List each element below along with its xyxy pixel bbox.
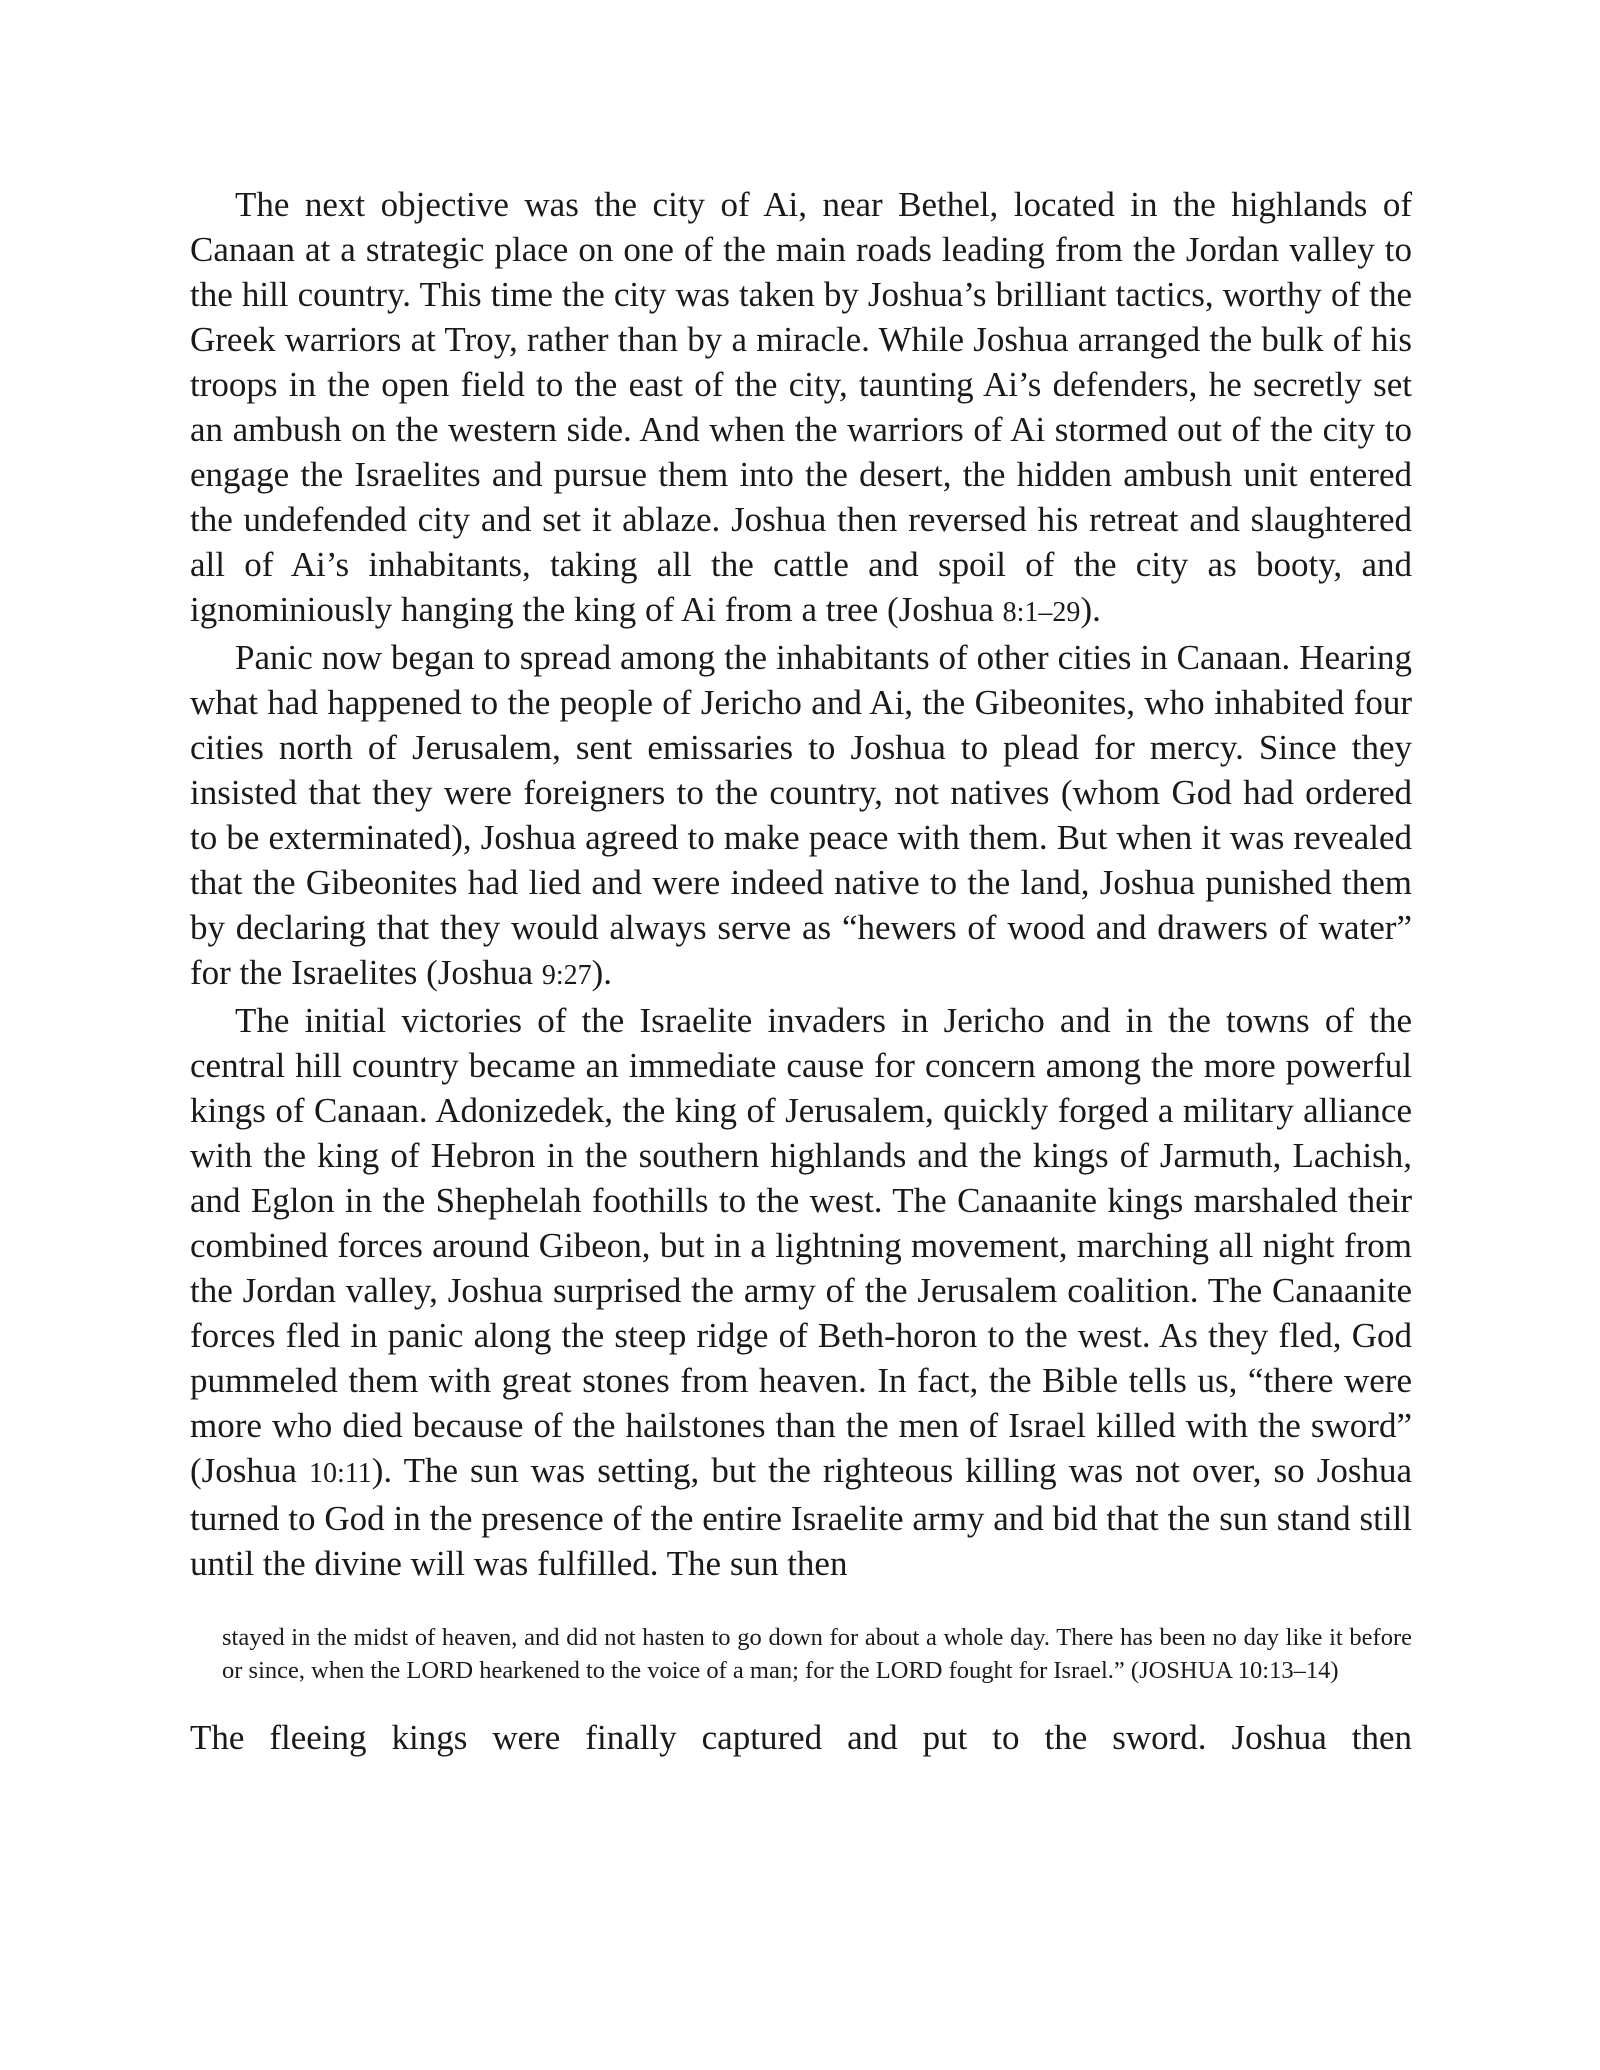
paragraph-tail: ). bbox=[1080, 590, 1101, 629]
paragraph-text: Panic now began to spread among the inhabitants of other cities in Canaan. Hearing what had happened to the people of Jericho and Ai, the Gibeonites, who inhabited four cities north of Jerusalem, sent emissaries to Joshua to plead for mercy. Since they insisted that they were foreigners to the country, not natives (whom God had ordered to be exterminated), Joshua agreed to make peace with them. But when it was revealed that the Gibeonites had lied and were indeed native to the land, Joshua punished them by declaring that they would always serve as “hewers of wood and drawers of water” for the Israelites (Joshua bbox=[190, 638, 1412, 992]
scripture-reference: 10:11 bbox=[309, 1458, 372, 1489]
paragraph-tail: ). bbox=[591, 953, 613, 992]
continuation-line: The fleeing kings were finally captured and put to the sword. Joshua then bbox=[190, 1718, 1412, 1757]
paragraph-jerusalem-coalition bbox=[190, 998, 1412, 1586]
scripture-reference: 9:27 bbox=[541, 960, 592, 991]
paragraph-gibeonites bbox=[190, 635, 1412, 998]
paragraph-tail: ). The sun was setting, but the righteous killing was not over, so Joshua turned to God in the presence of the entire Israelite army and bid that the sun stand still until the divine will was fulfilled. The sun then bbox=[190, 1451, 1413, 1583]
page-body bbox=[190, 182, 1412, 1760]
paragraph-text: The next objective was the city of Ai, near Bethel, located in the highlands of Canaan at a strategic place on one of the main roads leading from the Jordan valley to the hill country. This time the city was taken by Joshua’s brilliant tactics, worthy of the Greek warriors at Troy, rather than by a miracle. While Joshua arranged the bulk of his troops in the open field to the east of the city, taunting Ai’s defenders, he secretly set an ambush on the western side. And when the warriors of Ai stormed out of the city to engage the Israelites and pursue them into the desert, the hidden ambush unit entered the undefended city and set it ablaze. Joshua then reversed his retreat and slaughtered all of Ai’s inhabitants, taking all the cattle and spoil of the city as booty, and ignominiously hanging the king of Ai from a tree (Joshua bbox=[190, 185, 1412, 629]
paragraph-text: The initial victories of the Israelite invaders in Jericho and in the towns of the central hill country became an immediate cause for concern among the more powerful kings of Canaan. Adonizedek, the king of Jerusalem, quickly forged a military alliance with the king of Hebron in the southern highlands and the kings of Jarmuth, Lachish, and Eglon in the Shephelah foothills to the west. The Canaanite kings marshaled their combined forces around Gibeon, but in a lightning movement, marching all night from the Jordan valley, Joshua surprised the army of the Jerusalem coalition. The Canaanite forces fled in panic along the steep ridge of Beth-horon to the west. As they fled, God pummeled them with great stones from heaven. In fact, the Bible tells us, “there were more who died because of the hailstones than the men of Israel killed with the sword” (Joshua bbox=[190, 1001, 1412, 1490]
block-quote: stayed in the midst of heaven, and did not hasten to go down for about a whole day. There has been no day like it before or since, when the LORD hearkened to the voice of a man; for the LORD fought for Israel.” (JOSHUA 10:13–14) bbox=[222, 1624, 1412, 1684]
scripture-reference: 8:1–29 bbox=[1002, 597, 1081, 628]
paragraph-ai-conquest bbox=[190, 182, 1412, 635]
